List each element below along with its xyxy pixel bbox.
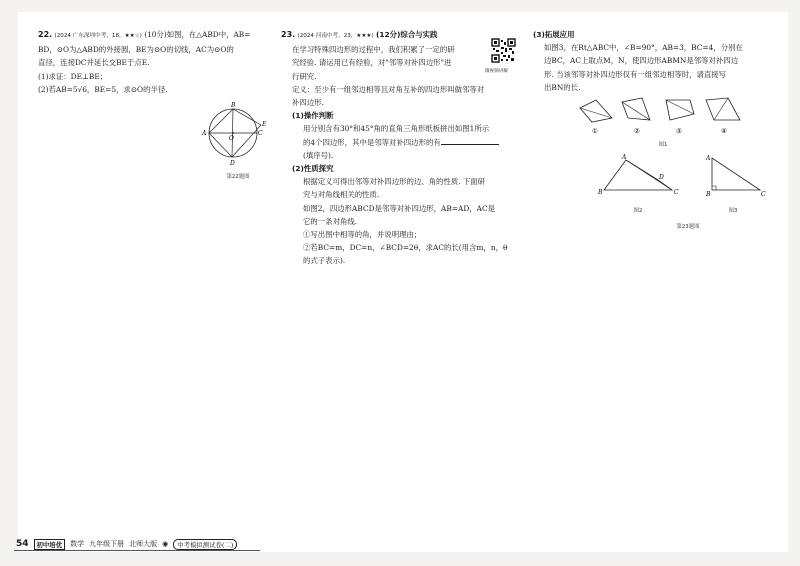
part-3-text: 边BC，AC上取点M，N，使四边形ABMN是邻等对补四边 bbox=[544, 56, 739, 66]
figure-2-quadrilateral bbox=[598, 152, 688, 202]
question-source: (2024 河南中考，23，★★★) bbox=[297, 33, 374, 39]
qr-caption: 微视频讲解 bbox=[485, 69, 508, 74]
question-text: (10分)如图，在△ABD中，AB= bbox=[144, 30, 251, 39]
definition-text: 补四边形. bbox=[292, 98, 324, 108]
figure-1-item: ④ bbox=[721, 127, 727, 135]
footer-rule bbox=[14, 550, 260, 551]
label-d: D bbox=[659, 174, 664, 181]
test-title: 中考模拟测试卷(二) bbox=[173, 539, 237, 550]
part-1-text: 的4个四边形，其中是邻等对补四边形的有 bbox=[303, 137, 441, 147]
figure-1-item: ② bbox=[634, 127, 640, 135]
question-text: BD，⊙O为△ABD的外接圆，BE为⊙O的切线，AC为⊙O的 bbox=[38, 45, 234, 55]
exam-page bbox=[18, 12, 788, 552]
label-a: A bbox=[202, 130, 207, 137]
part-2-text: 它的一条对角线. bbox=[303, 216, 358, 226]
part-1-title: (1)操作判断 bbox=[292, 111, 334, 121]
question-text: 直径，连接DC并延长交BE于点E. bbox=[38, 58, 150, 68]
question-text: 究经验. 请运用已有经验，对"邻等对补四边形"进 bbox=[292, 58, 452, 68]
question-23-part-3 bbox=[533, 28, 783, 94]
page-number: 54 bbox=[16, 539, 29, 549]
question-23 bbox=[281, 28, 531, 268]
part-2-text: 究与对角线相关的性质. bbox=[303, 190, 380, 200]
label-c: C bbox=[258, 130, 263, 137]
part-3-text: 形. 当该邻等对补四边形仅有一组邻边相等时，请直接写 bbox=[544, 69, 727, 79]
figure-1-quadrilaterals bbox=[578, 96, 758, 136]
figure-caption: 第22题图 bbox=[226, 174, 250, 180]
page-footer bbox=[16, 538, 237, 550]
figure-1-caption: 图1 bbox=[658, 142, 668, 148]
part-3-text: 如图3，在Rt△ABC中，∠B=90°，AB=3，BC=4，分别在 bbox=[544, 43, 743, 53]
label-b: B bbox=[706, 191, 711, 198]
part-2-text: 的式子表示). bbox=[303, 256, 346, 266]
label-a: A bbox=[706, 155, 711, 162]
label-d: D bbox=[230, 160, 235, 167]
question-22 bbox=[38, 28, 283, 96]
label-a: A bbox=[622, 154, 627, 161]
label-b: B bbox=[231, 102, 236, 109]
label-b: B bbox=[598, 189, 603, 196]
edition-label: 北师大版 bbox=[129, 540, 158, 548]
part-3-text: 出BN的长. bbox=[544, 82, 581, 92]
series-badge: 初中培优 bbox=[34, 539, 66, 550]
figure-group-caption: 第23题图 bbox=[676, 224, 700, 230]
definition-text: 定义：至少有一组邻边相等且对角互补的四边形叫做邻等对 bbox=[292, 84, 485, 94]
question-source: (2024 广东深圳中考，18，★★☆) bbox=[54, 33, 142, 39]
label-o: O bbox=[229, 135, 234, 142]
label-c: C bbox=[761, 191, 766, 198]
grade-label: 九年级下册 bbox=[89, 540, 125, 548]
label-e: E bbox=[262, 121, 267, 128]
part-1-text: (填序号). bbox=[303, 150, 334, 160]
figure-1-item: ③ bbox=[676, 127, 682, 135]
question-number: 23. bbox=[281, 30, 296, 39]
part-2-text: 根据定义可得出邻等对补四边形的边、角的性质. 下面研 bbox=[303, 177, 486, 187]
question-text: 行研究. bbox=[292, 71, 317, 81]
question-number: 22. bbox=[38, 30, 53, 39]
subject-label: 数学 bbox=[70, 540, 85, 548]
figure-2-caption: 图2 bbox=[633, 208, 643, 214]
figure-3-right-triangle bbox=[698, 152, 778, 202]
sub-question-2: (2)若AB=5√6，BE=5，求⊙O的半径. bbox=[38, 84, 168, 94]
sub-question-1: (1)求证：DE⊥BE； bbox=[38, 71, 108, 81]
part-3-title: (3)拓展应用 bbox=[533, 30, 575, 39]
question-text: 在学习特殊四边形的过程中，我们积累了一定的研 bbox=[292, 45, 455, 55]
label-c: C bbox=[674, 189, 679, 196]
figure-1-item: ① bbox=[592, 127, 598, 135]
part-1-text: 用分别含有30°和45°角的直角三角形纸板拼出如图1所示 bbox=[303, 124, 490, 134]
part-2-title: (2)性质探究 bbox=[292, 164, 334, 174]
qr-code-icon[interactable] bbox=[491, 38, 516, 63]
part-2-text: ①写出图中相等的角，并说明理由； bbox=[303, 230, 422, 240]
figure-3-caption: 图3 bbox=[728, 208, 738, 214]
part-2-text: ②若BC=m，DC=n，∠BCD=2θ，求AC的长(用含m，n，θ bbox=[303, 243, 508, 253]
part-2-text: 如图2，四边形ABCD是邻等对补四边形，AB=AD，AC是 bbox=[303, 203, 496, 213]
answer-blank[interactable] bbox=[441, 136, 499, 145]
q22-circle-figure bbox=[198, 98, 278, 168]
question-title: (12分)综合与实践 bbox=[376, 30, 438, 39]
bullet-icon: ◉ bbox=[162, 540, 169, 548]
